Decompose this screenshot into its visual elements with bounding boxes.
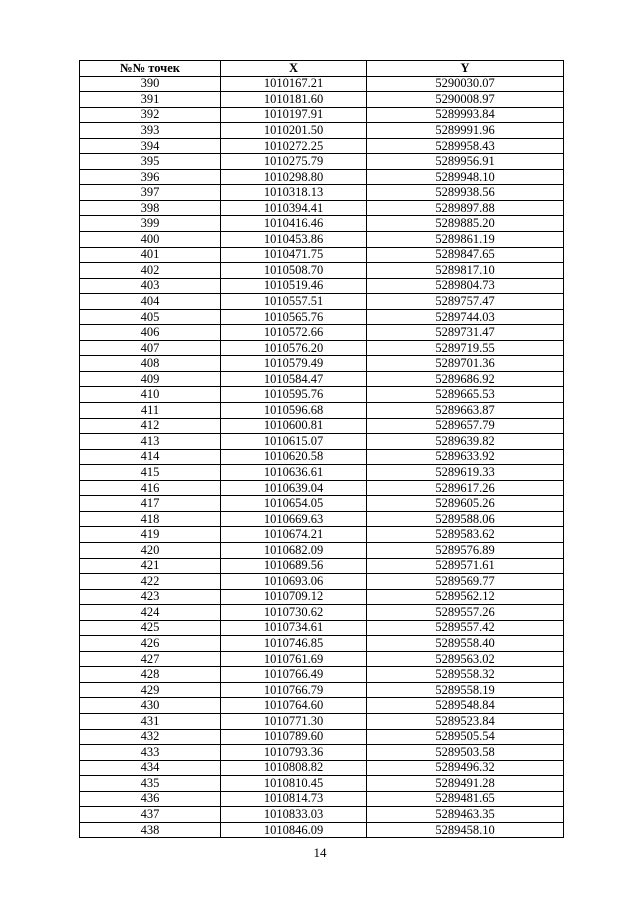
cell-point-number: 397 — [80, 185, 221, 201]
cell-point-number: 412 — [80, 418, 221, 434]
cell-point-number: 392 — [80, 107, 221, 123]
cell-point-number: 419 — [80, 527, 221, 543]
table-row — [80, 760, 564, 776]
cell-x: 1010689.56 — [221, 558, 367, 574]
table-row — [80, 216, 564, 232]
cell-x: 1010764.60 — [221, 698, 367, 714]
cell-x: 1010181.60 — [221, 92, 367, 108]
cell-y: 5289617.26 — [367, 480, 564, 496]
cell-x: 1010600.81 — [221, 418, 367, 434]
cell-point-number: 420 — [80, 542, 221, 558]
cell-point-number: 424 — [80, 605, 221, 621]
cell-x: 1010636.61 — [221, 465, 367, 481]
cell-y: 5289605.26 — [367, 496, 564, 512]
table-row — [80, 92, 564, 108]
cell-point-number: 432 — [80, 729, 221, 745]
cell-y: 5289558.19 — [367, 682, 564, 698]
table-row — [80, 403, 564, 419]
cell-y: 5289571.61 — [367, 558, 564, 574]
cell-y: 5289847.65 — [367, 247, 564, 263]
cell-x: 1010793.36 — [221, 745, 367, 761]
cell-x: 1010808.82 — [221, 760, 367, 776]
cell-point-number: 401 — [80, 247, 221, 263]
cell-y: 5289701.36 — [367, 356, 564, 372]
cell-point-number: 428 — [80, 667, 221, 683]
cell-point-number: 421 — [80, 558, 221, 574]
table-row — [80, 527, 564, 543]
cell-x: 1010579.49 — [221, 356, 367, 372]
cell-y: 5289548.84 — [367, 698, 564, 714]
cell-x: 1010654.05 — [221, 496, 367, 512]
cell-point-number: 418 — [80, 511, 221, 527]
cell-y: 5289956.91 — [367, 154, 564, 170]
table-header — [80, 61, 564, 77]
cell-y: 5289731.47 — [367, 325, 564, 341]
cell-x: 1010557.51 — [221, 294, 367, 310]
table-row — [80, 776, 564, 792]
cell-y: 5289558.40 — [367, 636, 564, 652]
cell-y: 5289557.42 — [367, 620, 564, 636]
cell-point-number: 390 — [80, 76, 221, 92]
table-row — [80, 667, 564, 683]
cell-y: 5289804.73 — [367, 278, 564, 294]
cell-y: 5289817.10 — [367, 263, 564, 279]
cell-y: 5289576.89 — [367, 542, 564, 558]
table-row — [80, 387, 564, 403]
table-row — [80, 620, 564, 636]
cell-point-number: 391 — [80, 92, 221, 108]
cell-y: 5289657.79 — [367, 418, 564, 434]
cell-x: 1010693.06 — [221, 574, 367, 590]
cell-point-number: 431 — [80, 713, 221, 729]
cell-point-number: 413 — [80, 434, 221, 450]
page-number: 14 — [313, 845, 327, 860]
cell-point-number: 411 — [80, 403, 221, 419]
cell-x: 1010298.80 — [221, 169, 367, 185]
cell-y: 5289583.62 — [367, 527, 564, 543]
cell-point-number: 402 — [80, 263, 221, 279]
cell-y: 5290008.97 — [367, 92, 564, 108]
table-row — [80, 107, 564, 123]
table-row — [80, 434, 564, 450]
table-row — [80, 263, 564, 279]
cell-y: 5289503.58 — [367, 745, 564, 761]
cell-x: 1010197.91 — [221, 107, 367, 123]
cell-y: 5289563.02 — [367, 651, 564, 667]
cell-y: 5289491.28 — [367, 776, 564, 792]
cell-point-number: 414 — [80, 449, 221, 465]
table-row — [80, 511, 564, 527]
table-row — [80, 123, 564, 139]
header-x: X — [221, 61, 367, 77]
table-row — [80, 309, 564, 325]
cell-y: 5289744.03 — [367, 309, 564, 325]
cell-point-number: 438 — [80, 822, 221, 838]
table-row — [80, 791, 564, 807]
cell-x: 1010814.73 — [221, 791, 367, 807]
cell-y: 5289633.92 — [367, 449, 564, 465]
cell-point-number: 429 — [80, 682, 221, 698]
cell-point-number: 423 — [80, 589, 221, 605]
cell-x: 1010709.12 — [221, 589, 367, 605]
cell-x: 1010771.30 — [221, 713, 367, 729]
table-row — [80, 729, 564, 745]
table-row — [80, 496, 564, 512]
cell-point-number: 395 — [80, 154, 221, 170]
cell-point-number: 416 — [80, 480, 221, 496]
cell-x: 1010682.09 — [221, 542, 367, 558]
cell-y: 5289569.77 — [367, 574, 564, 590]
cell-y: 5289948.10 — [367, 169, 564, 185]
cell-y: 5289496.32 — [367, 760, 564, 776]
header-row — [80, 61, 564, 77]
cell-y: 5289897.88 — [367, 200, 564, 216]
cell-y: 5289686.92 — [367, 371, 564, 387]
cell-x: 1010615.07 — [221, 434, 367, 450]
cell-x: 1010746.85 — [221, 636, 367, 652]
header-point-number: №№ точек — [80, 61, 221, 77]
cell-x: 1010761.69 — [221, 651, 367, 667]
cell-x: 1010846.09 — [221, 822, 367, 838]
cell-point-number: 406 — [80, 325, 221, 341]
cell-point-number: 417 — [80, 496, 221, 512]
cell-point-number: 404 — [80, 294, 221, 310]
cell-y: 5289558.32 — [367, 667, 564, 683]
cell-x: 1010620.58 — [221, 449, 367, 465]
cell-x: 1010471.75 — [221, 247, 367, 263]
cell-x: 1010766.49 — [221, 667, 367, 683]
table-row — [80, 278, 564, 294]
cell-point-number: 430 — [80, 698, 221, 714]
cell-point-number: 435 — [80, 776, 221, 792]
cell-y: 5289458.10 — [367, 822, 564, 838]
cell-y: 5290030.07 — [367, 76, 564, 92]
cell-point-number: 393 — [80, 123, 221, 139]
table-row — [80, 154, 564, 170]
table-row — [80, 807, 564, 823]
table-row — [80, 542, 564, 558]
cell-y: 5289938.56 — [367, 185, 564, 201]
cell-x: 1010201.50 — [221, 123, 367, 139]
table-row — [80, 325, 564, 341]
table-row — [80, 745, 564, 761]
cell-point-number: 398 — [80, 200, 221, 216]
cell-point-number: 415 — [80, 465, 221, 481]
table-row — [80, 651, 564, 667]
cell-point-number: 426 — [80, 636, 221, 652]
table-row — [80, 294, 564, 310]
cell-point-number: 427 — [80, 651, 221, 667]
cell-point-number: 425 — [80, 620, 221, 636]
cell-y: 5289639.82 — [367, 434, 564, 450]
table-row — [80, 558, 564, 574]
cell-x: 1010730.62 — [221, 605, 367, 621]
cell-y: 5289619.33 — [367, 465, 564, 481]
table-row — [80, 76, 564, 92]
cell-x: 1010318.13 — [221, 185, 367, 201]
cell-point-number: 437 — [80, 807, 221, 823]
cell-x: 1010639.04 — [221, 480, 367, 496]
coordinates-table — [79, 60, 564, 838]
cell-y: 5289993.84 — [367, 107, 564, 123]
table-row — [80, 200, 564, 216]
table-row — [80, 247, 564, 263]
cell-y: 5289663.87 — [367, 403, 564, 419]
table-row — [80, 589, 564, 605]
cell-point-number: 433 — [80, 745, 221, 761]
table-row — [80, 169, 564, 185]
cell-point-number: 396 — [80, 169, 221, 185]
table-row — [80, 449, 564, 465]
table-row — [80, 418, 564, 434]
cell-point-number: 403 — [80, 278, 221, 294]
cell-y: 5289557.26 — [367, 605, 564, 621]
cell-y: 5289991.96 — [367, 123, 564, 139]
cell-x: 1010584.47 — [221, 371, 367, 387]
cell-x: 1010416.46 — [221, 216, 367, 232]
cell-x: 1010572.66 — [221, 325, 367, 341]
table-row — [80, 713, 564, 729]
table-row — [80, 232, 564, 248]
table-row — [80, 636, 564, 652]
cell-x: 1010810.45 — [221, 776, 367, 792]
table-row — [80, 574, 564, 590]
cell-x: 1010766.79 — [221, 682, 367, 698]
cell-point-number: 410 — [80, 387, 221, 403]
cell-x: 1010394.41 — [221, 200, 367, 216]
cell-x: 1010519.46 — [221, 278, 367, 294]
cell-y: 5289665.53 — [367, 387, 564, 403]
cell-point-number: 405 — [80, 309, 221, 325]
cell-x: 1010576.20 — [221, 340, 367, 356]
cell-point-number: 409 — [80, 371, 221, 387]
table-row — [80, 822, 564, 838]
table-row — [80, 682, 564, 698]
cell-point-number: 394 — [80, 138, 221, 154]
table-row — [80, 605, 564, 621]
table-body — [80, 76, 564, 838]
cell-point-number: 399 — [80, 216, 221, 232]
cell-point-number: 422 — [80, 574, 221, 590]
cell-y: 5289562.12 — [367, 589, 564, 605]
cell-point-number: 407 — [80, 340, 221, 356]
cell-x: 1010734.61 — [221, 620, 367, 636]
cell-point-number: 400 — [80, 232, 221, 248]
table-row — [80, 698, 564, 714]
cell-x: 1010789.60 — [221, 729, 367, 745]
cell-y: 5289757.47 — [367, 294, 564, 310]
cell-x: 1010272.25 — [221, 138, 367, 154]
cell-x: 1010167.21 — [221, 76, 367, 92]
cell-point-number: 434 — [80, 760, 221, 776]
cell-x: 1010596.68 — [221, 403, 367, 419]
cell-x: 1010453.86 — [221, 232, 367, 248]
table-row — [80, 480, 564, 496]
table-row — [80, 138, 564, 154]
cell-y: 5289861.19 — [367, 232, 564, 248]
cell-point-number: 436 — [80, 791, 221, 807]
cell-y: 5289719.55 — [367, 340, 564, 356]
cell-x: 1010595.76 — [221, 387, 367, 403]
table-row — [80, 356, 564, 372]
cell-x: 1010674.21 — [221, 527, 367, 543]
cell-x: 1010833.03 — [221, 807, 367, 823]
table-row — [80, 465, 564, 481]
table-row — [80, 340, 564, 356]
cell-y: 5289523.84 — [367, 713, 564, 729]
cell-y: 5289463.35 — [367, 807, 564, 823]
cell-x: 1010565.76 — [221, 309, 367, 325]
cell-y: 5289481.65 — [367, 791, 564, 807]
cell-y: 5289958.43 — [367, 138, 564, 154]
cell-point-number: 408 — [80, 356, 221, 372]
cell-y: 5289505.54 — [367, 729, 564, 745]
cell-x: 1010508.70 — [221, 263, 367, 279]
cell-x: 1010669.63 — [221, 511, 367, 527]
table-row — [80, 185, 564, 201]
header-y: Y — [367, 61, 564, 77]
table-row — [80, 371, 564, 387]
cell-x: 1010275.79 — [221, 154, 367, 170]
cell-y: 5289885.20 — [367, 216, 564, 232]
cell-y: 5289588.06 — [367, 511, 564, 527]
